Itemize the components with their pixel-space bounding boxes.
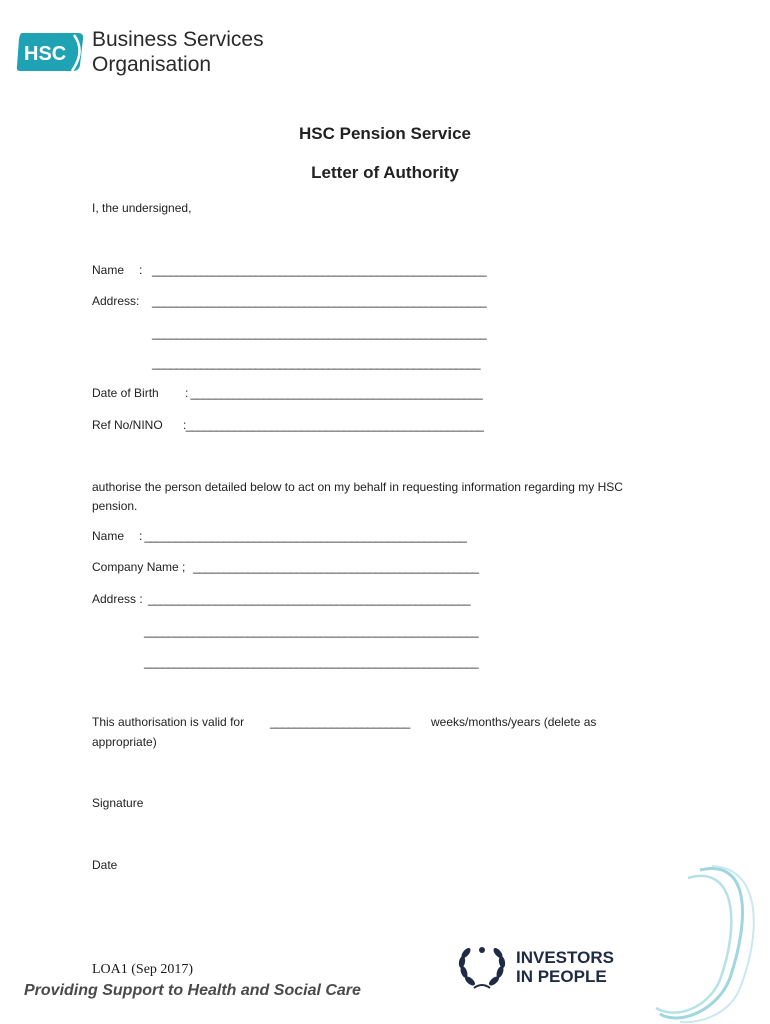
member-address-field-3[interactable]: ______________________________________________________ (152, 356, 480, 370)
signature-label: Signature (92, 796, 144, 810)
hsc-badge-text: HSC (24, 43, 67, 65)
form-title: Letter of Authority (311, 163, 459, 182)
member-address-label: Address: (92, 294, 140, 308)
date-label: Date (92, 858, 118, 872)
validity-period-field[interactable]: _______________________ (270, 715, 410, 729)
authorise-text-line2: pension. (92, 499, 138, 513)
validity-units-text: weeks/months/years (delete as (431, 715, 597, 729)
dob-field[interactable]: : ________________________________________________ (185, 386, 483, 400)
hsc-badge-icon (16, 31, 86, 73)
agent-address-field-2[interactable]: _______________________________________________________ (144, 624, 479, 638)
iip-line2: IN PEOPLE (516, 967, 607, 986)
member-address-field-1[interactable]: _______________________________________________________ (152, 294, 487, 308)
footer-tagline: Providing Support to Health and Social Care (24, 982, 361, 999)
org-name (92, 27, 264, 77)
company-name-field[interactable]: _______________________________________________ (193, 560, 479, 574)
service-title: HSC Pension Service (299, 124, 471, 143)
decorative-swirl-icon (640, 858, 770, 1024)
company-name-label: Company Name ; (92, 560, 186, 574)
member-name-colon: : (139, 263, 143, 277)
iip-line1: INVESTORS (516, 948, 614, 967)
agent-name-field[interactable]: : _____________________________________________________ (139, 529, 467, 543)
org-name-line1: Business Services (92, 28, 264, 51)
member-name-label: Name (92, 263, 125, 277)
agent-name-label: Name (92, 529, 125, 543)
ref-field[interactable]: :_________________________________________________ (183, 418, 484, 432)
ref-label: Ref No/NINO (92, 418, 163, 432)
validity-text-line2: appropriate) (92, 735, 157, 749)
member-address-field-2[interactable]: _______________________________________________________ (152, 326, 487, 340)
intro-text: I, the undersigned, (92, 201, 192, 215)
form-code: LOA1 (Sep 2017) (92, 962, 194, 977)
authorise-text-line1: authorise the person detailed below to act on my behalf in requesting information regarding my HSC (92, 480, 623, 494)
org-name-line2: Organisation (92, 53, 212, 76)
hsc-bso-logo (16, 27, 276, 79)
investors-in-people-logo (456, 942, 626, 992)
iip-text (516, 948, 614, 986)
member-name-field[interactable]: _______________________________________________________ (152, 263, 487, 277)
agent-address-field-1[interactable]: _____________________________________________________ (148, 592, 470, 606)
agent-address-field-3[interactable]: _______________________________________________________ (144, 655, 479, 669)
laurel-wreath-icon (456, 942, 508, 992)
validity-text: This authorisation is valid for (92, 715, 245, 729)
agent-address-label: Address : (92, 592, 143, 606)
dob-label: Date of Birth (92, 386, 159, 400)
